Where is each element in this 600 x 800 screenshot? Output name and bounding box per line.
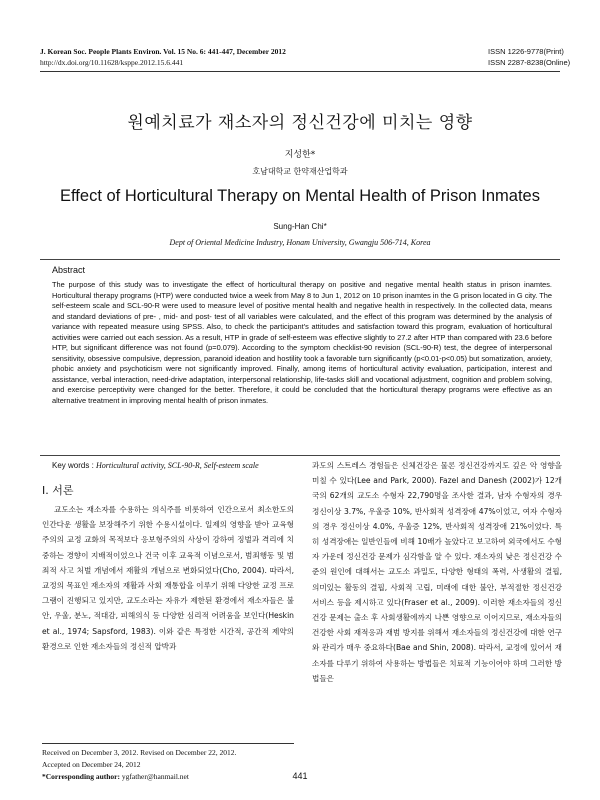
received-date: Received on December 3, 2012. Revised on December 22, 2012. (42, 748, 237, 757)
abstract-heading: Abstract (52, 265, 86, 275)
journal-header (40, 46, 286, 68)
page-number: 441 (292, 771, 308, 781)
keywords-label: Key words : (52, 461, 94, 470)
english-author: Sung-Han Chi* (273, 222, 327, 231)
korean-title: 원예치료가 재소자의 정신건강에 미치는 영향 (127, 113, 473, 133)
abstract-text: The purpose of this study was to investigate the effect of horticultural therapy on positive and negative mental health status in prison inamtes. Horticultural therapy programs (HTP) were conducted twice a week from May 8 to Jun 1, 2012 on 10 prison inamtes in the G prison located in G city. The self-esteem scale and SCL-90-R were used to measure level of positive mental health and negative health in respectively. In the collected data, means and standard deviations of pre- , mid- and post- test of all variables were calculated, and the effect of this program was determined by the analysis of variance with repeated measure using SPSS. Also, to check the participant's attitudes and satisfaction toward this program, evaluation of horticultural activities were carried out each session. As a result, HTP in grade of self-esteem was effective slightly to 27.2 after HTP than compared with 23.6 before HTP, but significant difference was not found (p=0.079). According to the symptom checklist-90 revision (SCL-90-R) test, the degree of interpersonal sensitivity, obsessive compulsive, depression, paranoid ideation and hostility took a favorable turn significantly (p<0.01-p<0.05) but somatization, anxiety, phobic anxiety and psychoticism were not significantly improved. Finally, among items of horticultural activity evaluation, participation, interest and assistance, verbal interaction, need-drive adaptation, interpersonal relationship, life-tasks skill and vocational adjustment, cognition and problem solving, and exercise perceptivity were changed for the better. Therefore, it could be concluded that the horticultural therapy programs were effective as an alternative treatment in improving mental health of prison inmates. (52, 280, 552, 405)
footnote-divider (42, 743, 294, 744)
body-column-left: 교도소는 재소자를 수용하는 의식주를 비롯하여 인간으로서 최소한도의 인간다운 생활을 보장해주기 위한 수용시설이다. 일제의 영향을 받아 교육형주의의 교정 교화의 목적보다 응보형주의의 사상이 강하여 징벌과 격리에 치중하는 경향이 지배적이었으나 건국 이후 교육적 이념으로서, 범죄행동 및 범죄적 사고 처벌 개념에서 재활의 개념으로 변화되었다(Cho, 2004). 따라서, 교정의 목표인 재소자의 재활과 사회 재통합을 이루기 위해 다양한 교정 프로그램이 진행되고 있지만, 교도소라는 자유가 제한된 환경에서 재소자들은 불안, 우울, 분노, 적대감, 피해의식 등 다양한 심리적 어려움을 보인다(Heskin et al., 1974; Sapsford, 1983). 이와 같은 특정한 시간적, 공간적 제약의 환경으로 인한 재소자들의 정신적 압박과 (42, 505, 294, 651)
korean-author: 지성한* (284, 150, 316, 160)
korean-affiliation: 호남대학교 한약재산업학과 (252, 167, 348, 176)
header-divider (40, 71, 560, 72)
abstract-bottom-rule (40, 455, 560, 456)
journal-citation: J. Korean Soc. People Plants Environ. Vol. 15 No. 6: 441-447, December 2012 (40, 47, 286, 56)
corresponding-email[interactable]: ygfather@hanmail.net (121, 772, 189, 781)
abstract-top-rule (40, 259, 560, 260)
section-heading-introduction: Ⅰ. 서론 (42, 484, 74, 497)
issn-online: ISSN 2287-8238(Online) (488, 58, 571, 67)
keywords-value: Horticultural activity, SCL-90-R, Self-esteem scale (96, 461, 259, 470)
doi-link[interactable]: http://dx.doi.org/10.11628/ksppe.2012.15.6.441 (40, 58, 184, 67)
keywords (52, 461, 259, 470)
issn-block (488, 46, 570, 68)
accepted-date: Accepted on December 24, 2012 (42, 760, 141, 769)
english-title: Effect of Horticultural Therapy on Mental Health of Prison Inmates (60, 187, 540, 205)
body-column-right: 과도의 스트레스 경험들은 신체건강은 물론 정신건강까지도 깊은 악 영향을 미칠 수 있다(Lee and Park, 2000). Fazel and Danesh (2002)가 12개국의 62개의 교도소 수형자 22,790명을 조사한 결과, 남자 수형자의 경우 정신이상 3.7%, 우울증 10%, 반사회적 성격장애 47%이었고, 여자 수형자의 경우 정신이상 4.0%, 우울증 12%, 반사회적 성격장애 21%이었다. 특히 성격장애는 일반인들에 비해 10배가 높았다고 보고하여 외국에서도 수형자 가운데 정신건강 문제가 심각함을 알 수 있다. 재소자의 낮은 정신건강 수준의 원인에 대해서는 교도소 과밀도, 다양한 형태의 폭력, 사생활의 결핍, 의미있는 활동의 결핍, 사회적 고립, 미래에 대한 불안, 부적절한 정신건강 서비스 등을 제시하고 있다(Fraser et al., 2009). 이러한 재소자들의 정신건강 문제는 출소 후 사회생활에까지 나쁜 영향으로 이어지므로, 재소자들의 건강한 사회 재적응과 재범 방지를 위해서 재소자들의 정신건강에 대한 연구와 관리가 매우 중요하다(Bae and Shin, 2008). 따라서, 교정에 있어서 재소자를 다루기 위하여 사용하는 방법들은 치료적 기능이어야 하며 그러한 방법들은 (312, 461, 562, 683)
corresponding-label: *Corresponding author: (42, 772, 120, 781)
english-affiliation: Dept of Oriental Medicine Industry, Honam University, Gwangju 506-714, Korea (169, 238, 431, 247)
issn-print: ISSN 1226-9778(Print) (488, 47, 564, 56)
